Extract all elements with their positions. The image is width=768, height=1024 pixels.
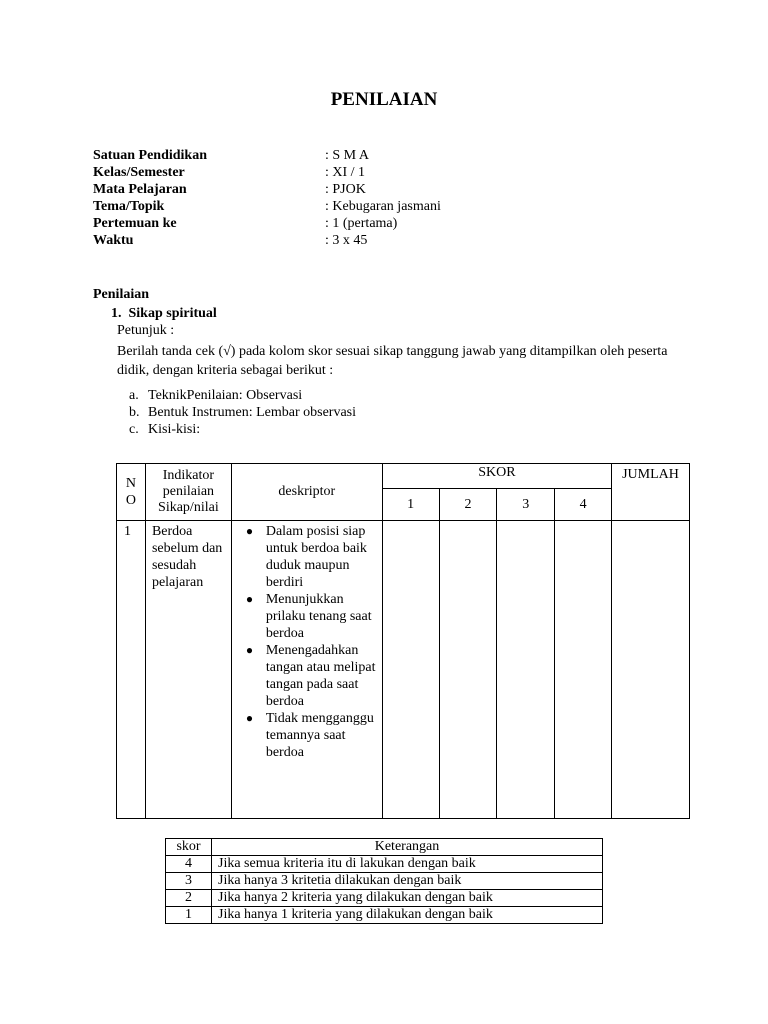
keterangan-value: Jika hanya 3 kritetia dilakukan dengan baik (212, 873, 603, 890)
row-descriptors (231, 521, 382, 819)
info-value: : XI / 1 (325, 165, 366, 180)
info-label: Pertemuan ke (93, 216, 177, 231)
method-list (129, 387, 356, 438)
descriptor-item (232, 523, 382, 591)
instruction-heading: Petunjuk : (117, 323, 175, 338)
info-label: Tema/Topik (93, 199, 165, 214)
table-row (117, 521, 690, 819)
row-indikator: Berdoa sebelum dan sesudah pelajaran (145, 521, 231, 819)
table-row (166, 907, 603, 924)
header-skor-3: 3 (497, 489, 555, 521)
list-text: TeknikPenilaian: Observasi (148, 388, 303, 403)
subsection-number: 1. (111, 306, 122, 321)
info-value: : 1 (pertama) (325, 216, 398, 231)
bullet-icon: ● (245, 524, 254, 538)
score-cell-1[interactable] (382, 521, 439, 819)
header-keterangan: Keterangan (212, 839, 603, 856)
header-no-line2: O (125, 493, 137, 508)
page-title: PENILAIAN (330, 89, 438, 110)
list-item (129, 387, 356, 404)
info-label: Mata Pelajaran (93, 182, 187, 197)
info-label: Kelas/Semester (93, 165, 185, 180)
header-jumlah: JUMLAH (612, 464, 690, 521)
list-marker: c. (129, 422, 139, 437)
descriptor-text: Dalam posisi siap untuk berdoa baik duduk maupun berdiri (265, 524, 367, 590)
list-item (129, 404, 356, 421)
descriptor-item (232, 591, 382, 642)
subsection-title (111, 305, 217, 322)
skor-value: 1 (166, 907, 212, 924)
descriptor-text: Menengadahkan tangan atau melipat tangan pada saat berdoa (265, 643, 376, 709)
info-row-tema (93, 198, 441, 215)
info-value: : PJOK (325, 182, 366, 197)
descriptor-text: Tidak mengganggu temannya saat berdoa (265, 711, 374, 760)
keterangan-value: Jika semua kriteria itu di lakukan dengan baik (212, 856, 603, 873)
header-deskriptor: deskriptor (231, 464, 382, 521)
skor-value: 4 (166, 856, 212, 873)
info-value: : 3 x 45 (325, 233, 368, 248)
descriptor-list (232, 523, 382, 761)
info-row-mapel (93, 181, 441, 198)
bullet-icon: ● (245, 711, 254, 725)
info-row-kelas (93, 164, 441, 181)
info-label: Waktu (93, 233, 134, 248)
descriptor-item (232, 642, 382, 710)
skor-value: 2 (166, 890, 212, 907)
header-no (117, 464, 146, 521)
header-indikator: Indikator penilaian Sikap/nilai (145, 464, 231, 521)
score-cell-2[interactable] (439, 521, 497, 819)
info-row-waktu (93, 232, 441, 249)
subsection-label: Sikap spiritual (128, 306, 217, 321)
list-marker: b. (129, 405, 140, 420)
header-skor: skor (166, 839, 212, 856)
list-marker: a. (129, 388, 139, 403)
keterangan-value: Jika hanya 1 kriteria yang dilakukan dengan baik (212, 907, 603, 924)
keterangan-value: Jika hanya 2 kriteria yang dilakukan dengan baik (212, 890, 603, 907)
table-row (166, 856, 603, 873)
header-no-line1: N (125, 476, 137, 491)
score-cell-4[interactable] (555, 521, 612, 819)
info-label: Satuan Pendidikan (93, 148, 207, 163)
header-skor-2: 2 (439, 489, 497, 521)
info-value: : S M A (325, 148, 369, 163)
row-no: 1 (117, 521, 146, 819)
info-row-pertemuan (93, 215, 441, 232)
bullet-icon: ● (245, 592, 254, 606)
score-criteria-table (165, 838, 603, 924)
info-value: : Kebugaran jasmani (325, 199, 441, 214)
header-skor-4: 4 (555, 489, 612, 521)
identity-block (93, 147, 441, 249)
jumlah-cell[interactable] (612, 521, 690, 819)
info-row-satuan (93, 147, 441, 164)
list-text: Kisi-kisi: (148, 422, 201, 437)
section-title: Penilaian (93, 287, 150, 302)
descriptor-item (232, 710, 382, 761)
observation-table (116, 463, 690, 819)
descriptor-text: Menunjukkan prilaku tenang saat berdoa (265, 592, 372, 641)
list-text: Bentuk Instrumen: Lembar observasi (148, 405, 357, 420)
instruction-paragraph: Berilah tanda cek (√) pada kolom skor sesuai sikap tanggung jawab yang ditampilkan oleh peserta didik, dengan kriteria sebagai berikut : (117, 344, 668, 378)
list-item (129, 421, 356, 438)
table-row (166, 890, 603, 907)
bullet-icon: ● (245, 643, 254, 657)
score-cell-3[interactable] (497, 521, 555, 819)
header-skor-1: 1 (382, 489, 439, 521)
table-row (166, 873, 603, 890)
header-skor: SKOR (382, 464, 611, 489)
skor-value: 3 (166, 873, 212, 890)
